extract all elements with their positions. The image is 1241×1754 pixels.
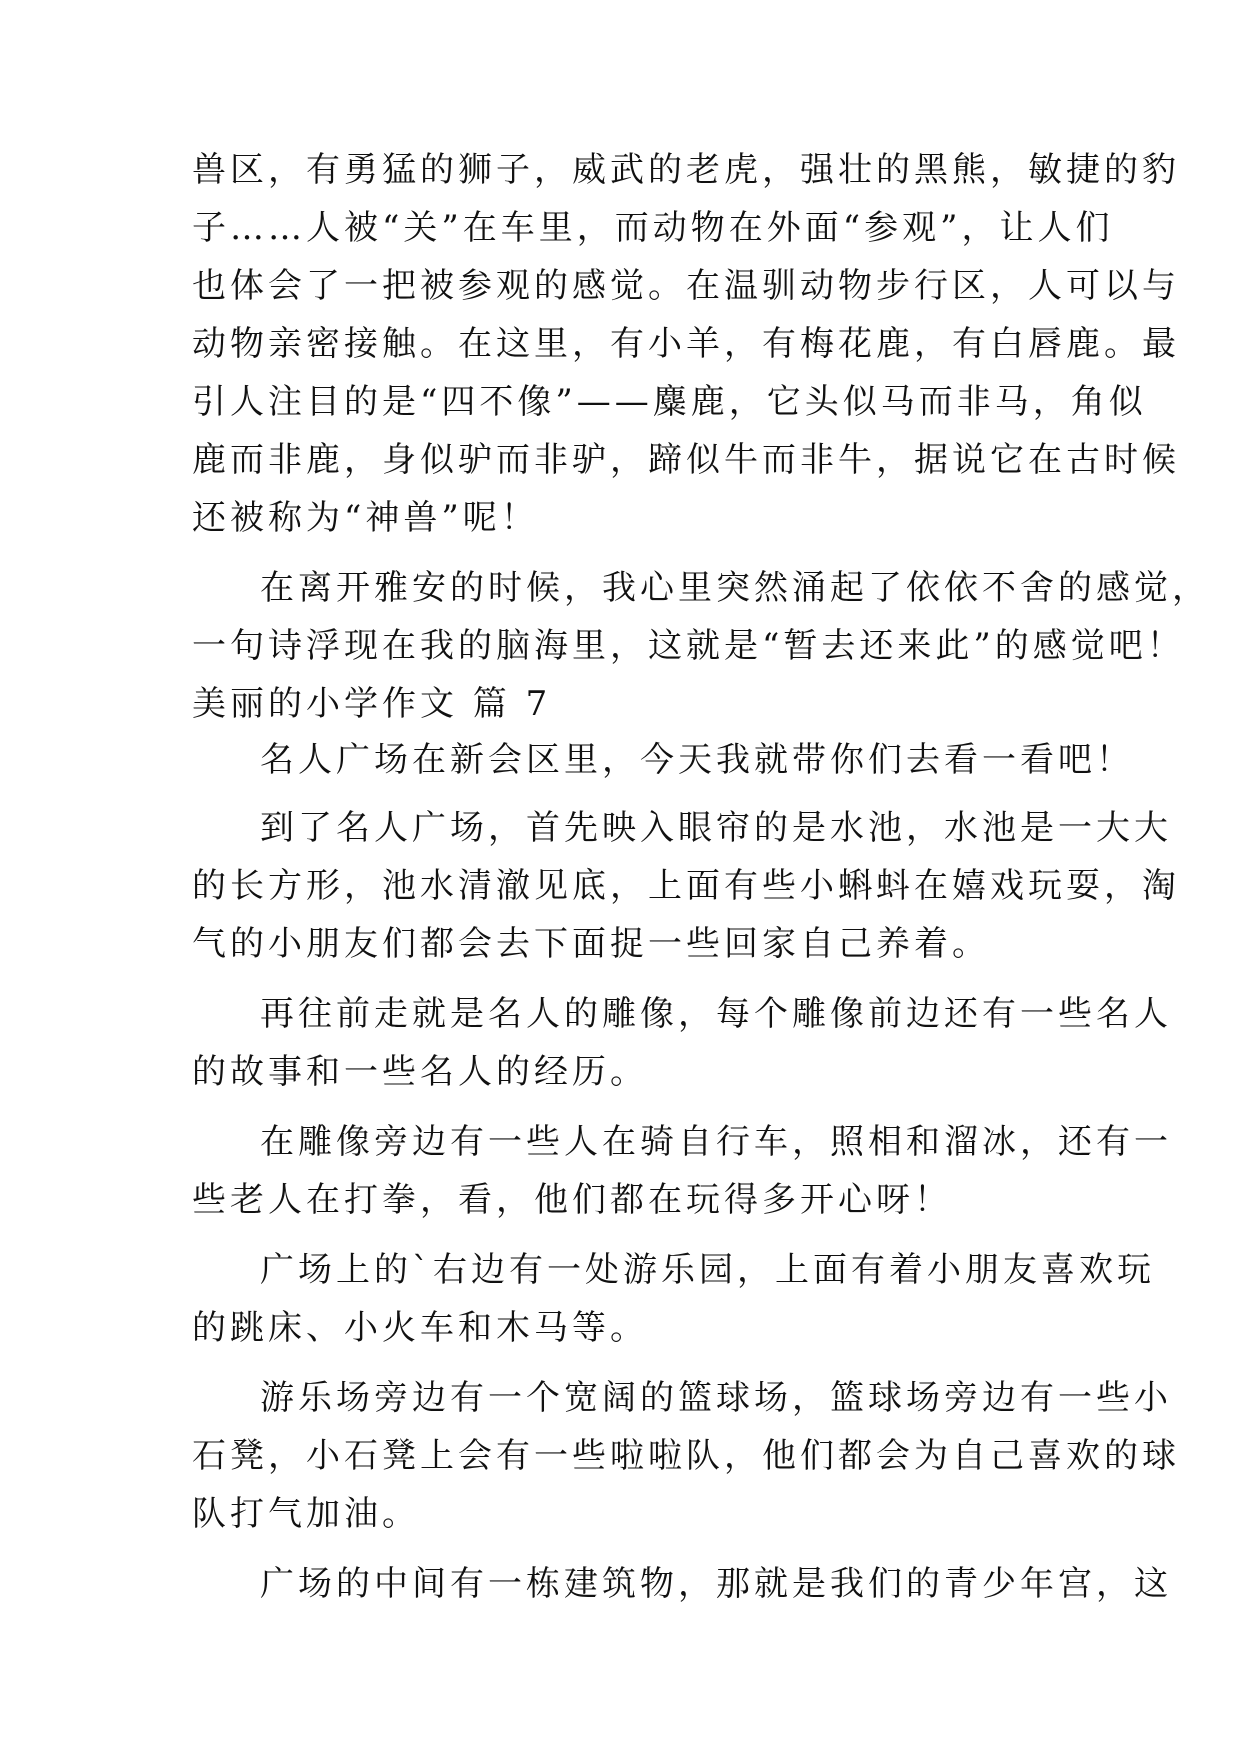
paragraph-first-line: 名人广场在新会区里，今天我就带你们去看一看吧！ [260,740,1134,780]
text-line: 动物亲密接触。在这里，有小羊，有梅花鹿，有白唇鹿。最 [192,324,1180,364]
paragraph-first-line: 在雕像旁边有一些人在骑自行车，照相和溜冰，还有一 [260,1122,1172,1162]
paragraph-first-line: 再往前走就是名人的雕像，每个雕像前边还有一些名人 [260,994,1172,1034]
text-line: 的长方形，池水清澈见底，上面有些小蝌蚪在嬉戏玩耍，淘 [192,866,1180,906]
paragraph-first-line: 游乐场旁边有一个宽阔的篮球场，篮球场旁边有一些小 [260,1378,1172,1418]
section-heading: 美丽的小学作文 篇 7 [192,684,552,724]
paragraph-first-line: 广场的中间有一栋建筑物，那就是我们的青少年宫，这 [260,1564,1172,1604]
text-line: 也体会了一把被参观的感觉。在温驯动物步行区，人可以与 [192,266,1180,306]
text-line: 兽区，有勇猛的狮子，威武的老虎，强壮的黑熊，敏捷的豹 [192,150,1180,190]
paragraph-first-line: 广场上的`右边有一处游乐园，上面有着小朋友喜欢玩 [260,1250,1155,1290]
text-line: 子……人被“关”在车里，而动物在外面“参观”，让人们 [192,208,1114,248]
text-line: 一句诗浮现在我的脑海里，这就是“暂去还来此”的感觉吧！ [192,626,1185,666]
text-line: 石凳，小石凳上会有一些啦啦队，他们都会为自己喜欢的球 [192,1436,1180,1476]
text-line: 还被称为“神兽”呢！ [192,498,539,538]
text-line: 些老人在打拳，看，他们都在玩得多开心呀！ [192,1180,952,1220]
paragraph-first-line: 在离开雅安的时候，我心里突然涌起了依依不舍的感觉， [260,568,1210,608]
text-line: 鹿而非鹿，身似驴而非驴，蹄似牛而非牛，据说它在古时候 [192,440,1180,480]
text-line: 的跳床、小火车和木马等。 [192,1308,648,1348]
paragraph-first-line: 到了名人广场，首先映入眼帘的是水池，水池是一大大 [260,808,1172,848]
text-line: 气的小朋友们都会去下面捉一些回家自己养着。 [192,924,990,964]
text-line: 的故事和一些名人的经历。 [192,1052,648,1092]
text-line: 队打气加油。 [192,1494,420,1534]
text-line: 引人注目的是“四不像”——麋鹿，它头似马而非马，角似 [192,382,1147,422]
